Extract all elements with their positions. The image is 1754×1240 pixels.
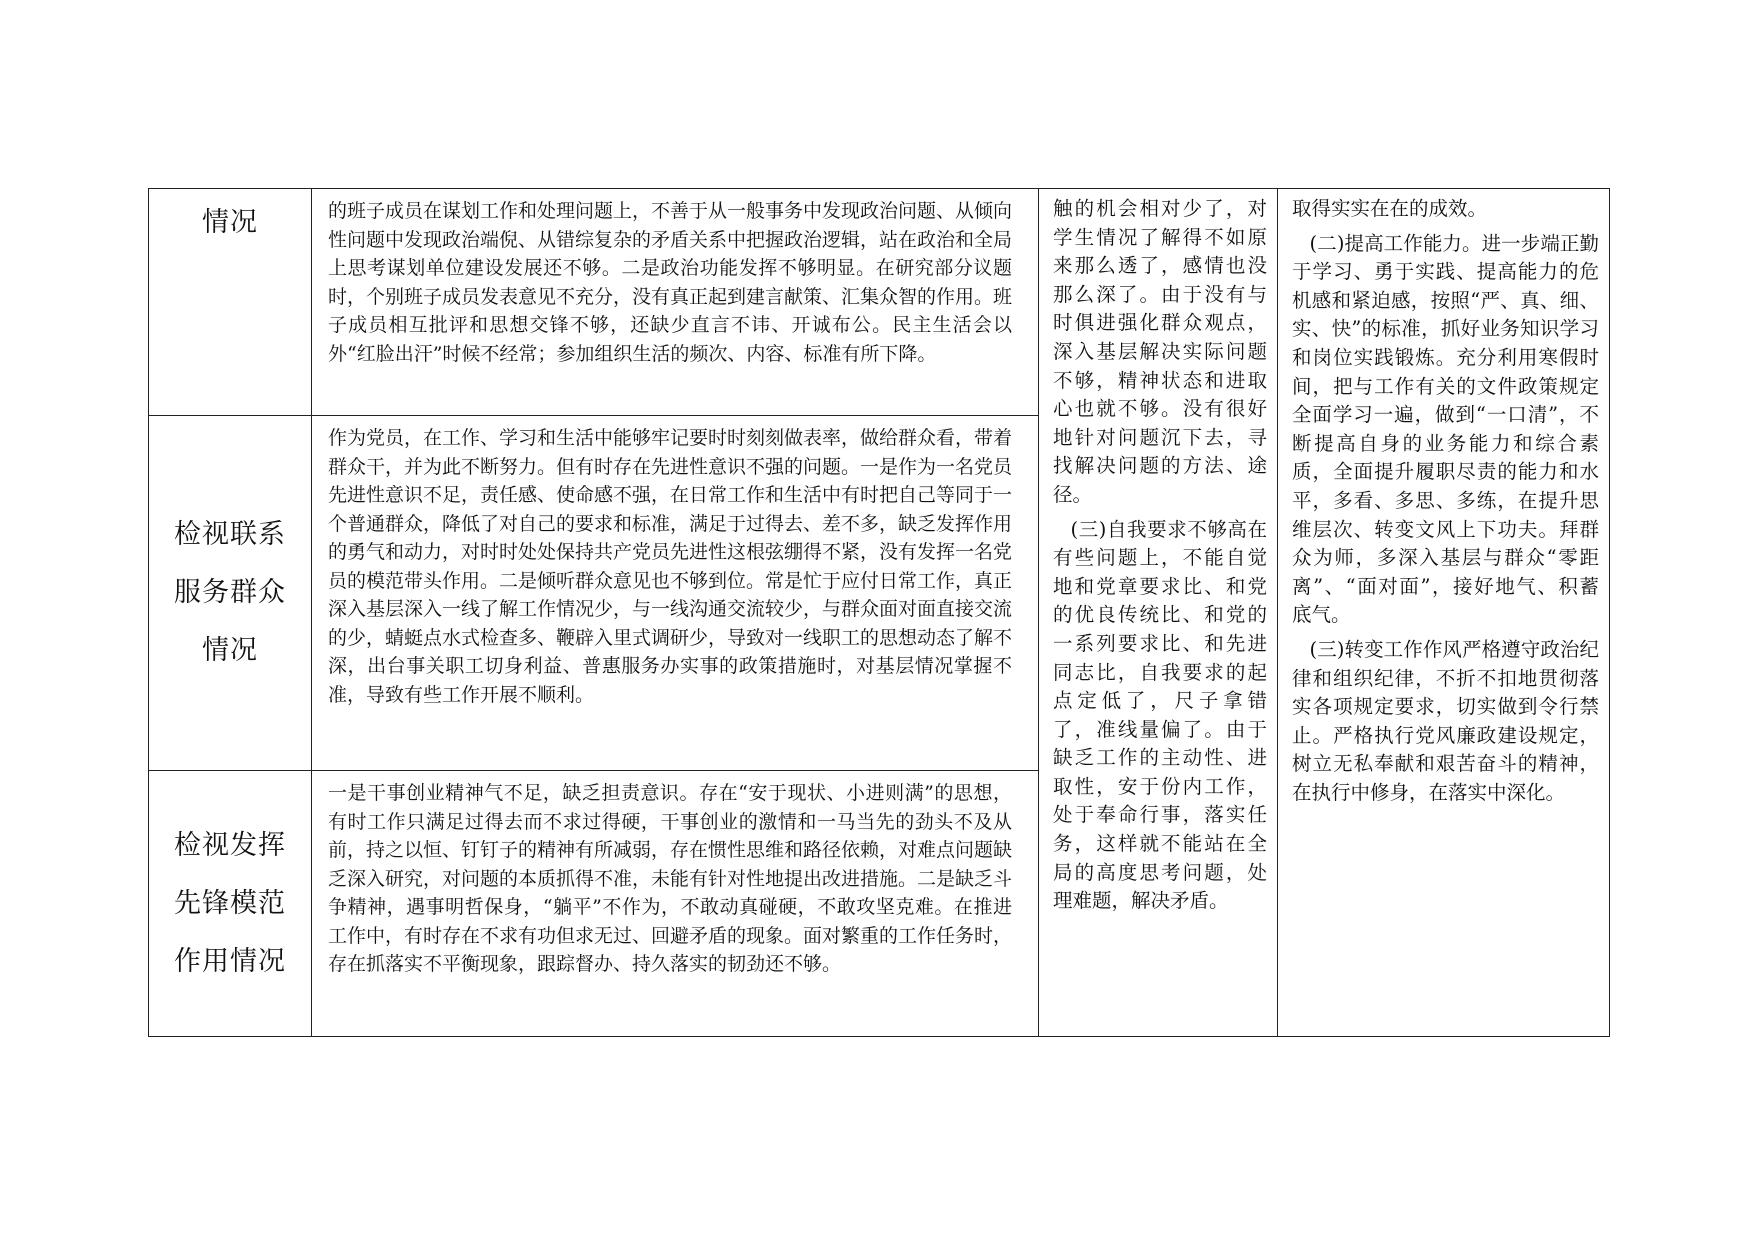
problem-cell xyxy=(312,771,1039,1037)
problem-paragraph: 一是干事创业精神气不足，缺乏担责意识。存在“安于现状、小进则满”的思想，有时工作只满足过得去而不求过得硬，干事创业的激情和一马当先的劲头不及从前，持之以恒、钉钉子的精神有所减弱，存在惯性思维和路径依赖，对难点问题缺乏深入研究，对问题的本质抓得不准，未能有针对性地提出改进措施。二是缺乏斗争精神，遇事明哲保身，“躺平”不作为，不敢动真碰硬，不敢攻坚克难。在推进工作中，有时存在不求有功但求无过、回避矛盾的现象。面对繁重的工作任务时，存在抓落实不平衡现象，跟踪督办、持久落实的韧劲还不够。 xyxy=(328,782,1013,975)
problem-paragraph: 的班子成员在谋划工作和处理问题上，不善于从一般事务中发现政治问题、从倾向性问题中发现政治端倪、从错综复杂的矛盾关系中把握政治逻辑，站在政治和全局上思考谋划单位建设发展还不够。二是政治功能发挥不够明显。在研究部分议题时，个别班子成员发表意见不充分，没有真正起到建言献策、汇集众智的作用。班子成员相互批评和思想交锋不够，还缺少直言不讳、开诚布公。民主生活会以外“红脸出汗”时候不经常；参加组织生活的频次、内容、标准有所下降。 xyxy=(328,200,1013,365)
cause-text xyxy=(1039,189,1277,922)
problem-text xyxy=(312,189,1038,376)
cause-paragraph: 触的机会相对少了，对学生情况了解得不如原来那么透了，感情也没那么深了。由于没有与时俱进强化群众观点，深入基层解决实际问题不够，精神状态和进取心也就不够。没有很好地针对问题沉下去，寻找解决问题的方法、途径。 xyxy=(1053,197,1267,506)
problem-cell xyxy=(312,189,1039,416)
measure-paragraph: (二)提高工作能力。进一步端正勤于学习、勇于实践、提高能力的危机感和紧迫感，按照“严、真、细、实、快”的标准，抓好业务知识学习和岗位实践锻炼。充分利用寒假时间，把与工作有关的文件政策规定全面学习一遍，做到“一口清”，不断提高自身的业务能力和综合素质，全面提升履职尽责的能力和水平，多看、多思、多练，在提升思维层次、转变文风上下功夫。拜群众为师，多深入基层与群众“零距离”、“面对面”，接好地气、积蓄 底气。 xyxy=(1292,231,1599,627)
measure-cell xyxy=(1278,189,1610,1037)
cause-cell xyxy=(1039,189,1278,1037)
problem-paragraph: 作为党员，在工作、学习和生活中能够牢记要时时刻刻做表率，做给群众看，带着群众干，并为此不断努力。但有时存在先进性意识不强的问题。一是作为一名党员先进性意识不足，责任感、使命感不强，在日常工作和生活中有时把自己等同于一个普通群众，降低了对自己的要求和标准，满足于过得去、差不多，缺乏发挥作用的勇气和动力，对时时处处保持共产党员先进性这根弦绷得不紧，没有发挥一名党员的模范带头作用。二是倾听群众意见也不够到位。常是忙于应付日常工作，真正深入基层深入一线了解工作情况少，与一线沟通交流较少，与群众面对面直接交流的少，蜻蜓点水式检查多、鞭辟入里式调研少，导致对一线职工的思想动态了解不深，出台事关职工切身利益、普惠服务办实事的政策措施时，对基层情况掌握不准，导致有些工作开展不顺利。 xyxy=(328,427,1013,706)
table-row xyxy=(149,189,1610,416)
category-cell xyxy=(149,416,312,771)
problem-cell xyxy=(312,416,1039,771)
measure-paragraph: (三)转变工作作风严格遵守政治纪律和组织纪律，不折不扣地贯彻落实各项规定要求，切实做到令行禁止。严格执行党风廉政建设规定，树立无私奉献和艰苦奋斗的精神，在执行中修身，在落实中深化。 xyxy=(1292,637,1599,804)
measure-text xyxy=(1278,189,1609,813)
cause-paragraph: (三)自我要求不够高在有些问题上，不能自觉地和党章要求比、和党的优良传统比、和党的一系列要求比、和先进同志比，自我要求的起点定低了，尺子拿错了，准线量偏了。由于缺乏工作的主动性、进取性，安于份内工作，处于奉命行事，落实任务，这样就不能站在全局的高度思考问题，处理难题，解决矛盾。 xyxy=(1053,517,1267,913)
category-label: 检视联系 服务群众 情况 xyxy=(174,519,286,666)
problem-text xyxy=(312,771,1038,987)
review-table xyxy=(148,188,1610,1037)
measure-paragraph: 取得实实在在的成效。 xyxy=(1292,197,1488,220)
category-label: 情况 xyxy=(202,207,258,238)
problem-text xyxy=(312,416,1038,717)
category-label: 检视发挥 先锋模范 作用情况 xyxy=(174,829,286,977)
category-cell xyxy=(149,771,312,1037)
category-cell xyxy=(149,189,312,416)
